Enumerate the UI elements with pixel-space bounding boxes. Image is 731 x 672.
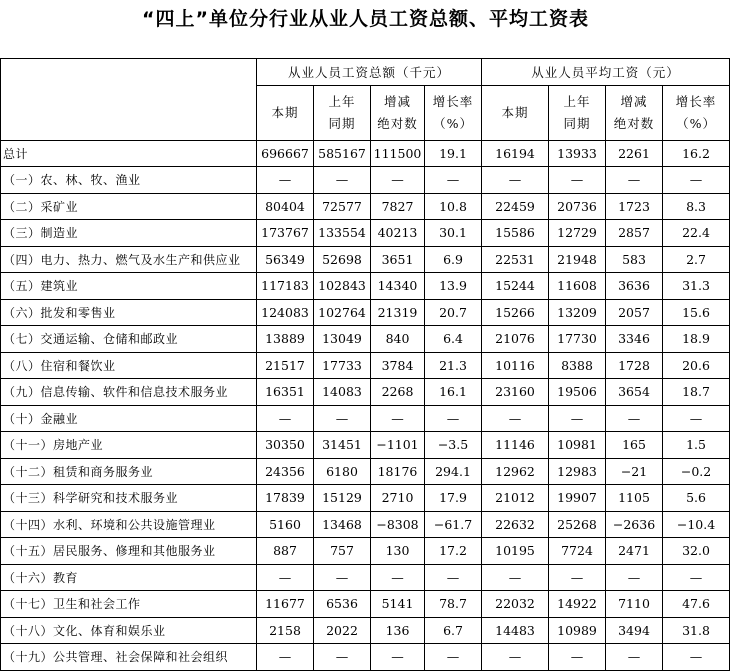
table-row — [1, 564, 730, 591]
value-cell: −2636 — [606, 511, 663, 538]
value-cell: 31451 — [314, 432, 371, 459]
industry-name: （十九）公共管理、社会保障和社会组织 — [1, 644, 257, 671]
value-cell: 16194 — [482, 140, 549, 167]
value-cell: 13049 — [314, 326, 371, 353]
value-cell: −10.4 — [663, 511, 730, 538]
value-cell: — — [371, 405, 425, 432]
value-cell: 25268 — [549, 511, 606, 538]
value-cell: — — [606, 564, 663, 591]
value-cell: 20.7 — [425, 299, 482, 326]
value-cell: — — [257, 644, 314, 671]
value-cell: — — [257, 564, 314, 591]
table-row — [1, 591, 730, 618]
header-growth: 增长率 （%） — [663, 85, 730, 140]
header-prev: 上年 同期 — [549, 85, 606, 140]
value-cell: 117183 — [257, 273, 314, 300]
value-cell: — — [314, 644, 371, 671]
value-cell: 22632 — [482, 511, 549, 538]
value-cell: −3.5 — [425, 432, 482, 459]
value-cell: — — [549, 564, 606, 591]
value-cell: — — [549, 644, 606, 671]
value-cell: 12983 — [549, 458, 606, 485]
header-current: 本期 — [257, 85, 314, 140]
value-cell: — — [371, 644, 425, 671]
value-cell: 6536 — [314, 591, 371, 618]
value-cell: 111500 — [371, 140, 425, 167]
table-row — [1, 485, 730, 512]
value-cell: 3346 — [606, 326, 663, 353]
industry-name: （九）信息传输、软件和信息技术服务业 — [1, 379, 257, 406]
value-cell: — — [425, 167, 482, 194]
value-cell: 80404 — [257, 193, 314, 220]
table-row — [1, 220, 730, 247]
value-cell: 52698 — [314, 246, 371, 273]
value-cell: 124083 — [257, 299, 314, 326]
value-cell: 22032 — [482, 591, 549, 618]
value-cell: 6.4 — [425, 326, 482, 353]
value-cell: −1101 — [371, 432, 425, 459]
value-cell: — — [606, 405, 663, 432]
industry-name: （十七）卫生和社会工作 — [1, 591, 257, 618]
value-cell: 10195 — [482, 538, 549, 565]
value-cell: 19.1 — [425, 140, 482, 167]
value-cell: 165 — [606, 432, 663, 459]
value-cell: — — [482, 644, 549, 671]
value-cell: — — [314, 167, 371, 194]
table-row — [1, 352, 730, 379]
value-cell: 840 — [371, 326, 425, 353]
value-cell: — — [257, 167, 314, 194]
value-cell: 102843 — [314, 273, 371, 300]
value-cell: 2268 — [371, 379, 425, 406]
value-cell: 20.6 — [663, 352, 730, 379]
table-row — [1, 458, 730, 485]
industry-name: （十四）水利、环境和公共设施管理业 — [1, 511, 257, 538]
value-cell: 56349 — [257, 246, 314, 273]
value-cell: 7827 — [371, 193, 425, 220]
value-cell: 31.3 — [663, 273, 730, 300]
value-cell: 16.2 — [663, 140, 730, 167]
value-cell: 8.3 — [663, 193, 730, 220]
value-cell: 1723 — [606, 193, 663, 220]
value-cell: 19907 — [549, 485, 606, 512]
value-cell: 3784 — [371, 352, 425, 379]
industry-name: （十二）租赁和商务服务业 — [1, 458, 257, 485]
value-cell: 15586 — [482, 220, 549, 247]
industry-name: （四）电力、热力、燃气及水生产和供应业 — [1, 246, 257, 273]
value-cell: 1105 — [606, 485, 663, 512]
value-cell: 30.1 — [425, 220, 482, 247]
value-cell: — — [663, 564, 730, 591]
table-row — [1, 246, 730, 273]
value-cell: 32.0 — [663, 538, 730, 565]
industry-name: （三）制造业 — [1, 220, 257, 247]
value-cell: 2857 — [606, 220, 663, 247]
value-cell: — — [606, 644, 663, 671]
value-cell: 2471 — [606, 538, 663, 565]
table-row — [1, 326, 730, 353]
value-cell: 13209 — [549, 299, 606, 326]
table-body — [1, 140, 730, 670]
value-cell: 1728 — [606, 352, 663, 379]
value-cell: 7724 — [549, 538, 606, 565]
value-cell: 2022 — [314, 617, 371, 644]
industry-name: （十一）房地产业 — [1, 432, 257, 459]
value-cell: 13933 — [549, 140, 606, 167]
value-cell: 17.2 — [425, 538, 482, 565]
value-cell: 14340 — [371, 273, 425, 300]
value-cell: 13889 — [257, 326, 314, 353]
value-cell: 16351 — [257, 379, 314, 406]
value-cell: 17.9 — [425, 485, 482, 512]
value-cell: 30350 — [257, 432, 314, 459]
value-cell: — — [314, 405, 371, 432]
table-row — [1, 644, 730, 671]
value-cell: 17733 — [314, 352, 371, 379]
value-cell: — — [482, 564, 549, 591]
value-cell: 2158 — [257, 617, 314, 644]
value-cell: 102764 — [314, 299, 371, 326]
value-cell: 11146 — [482, 432, 549, 459]
value-cell: 8388 — [549, 352, 606, 379]
value-cell: 173767 — [257, 220, 314, 247]
value-cell: 20736 — [549, 193, 606, 220]
value-cell: 10989 — [549, 617, 606, 644]
value-cell: 3494 — [606, 617, 663, 644]
value-cell: −8308 — [371, 511, 425, 538]
header-growth: 增长率 （%） — [425, 85, 482, 140]
value-cell: 11608 — [549, 273, 606, 300]
table-row — [1, 617, 730, 644]
value-cell: 10981 — [549, 432, 606, 459]
value-cell: 2.7 — [663, 246, 730, 273]
value-cell: 14922 — [549, 591, 606, 618]
header-change: 增减 绝对数 — [371, 85, 425, 140]
value-cell: — — [663, 405, 730, 432]
value-cell: 10116 — [482, 352, 549, 379]
value-cell: 18176 — [371, 458, 425, 485]
value-cell: — — [425, 644, 482, 671]
value-cell: 13.9 — [425, 273, 482, 300]
value-cell: 22531 — [482, 246, 549, 273]
value-cell: 130 — [371, 538, 425, 565]
value-cell: 31.8 — [663, 617, 730, 644]
value-cell: 17730 — [549, 326, 606, 353]
value-cell: — — [482, 405, 549, 432]
value-cell: 583 — [606, 246, 663, 273]
value-cell: 21012 — [482, 485, 549, 512]
value-cell: 10.8 — [425, 193, 482, 220]
value-cell: 757 — [314, 538, 371, 565]
industry-name: （八）住宿和餐饮业 — [1, 352, 257, 379]
value-cell: 21948 — [549, 246, 606, 273]
industry-name: （十）金融业 — [1, 405, 257, 432]
value-cell: 21.3 — [425, 352, 482, 379]
value-cell: 12962 — [482, 458, 549, 485]
value-cell: 6180 — [314, 458, 371, 485]
value-cell: — — [314, 564, 371, 591]
value-cell: 14483 — [482, 617, 549, 644]
value-cell: 12729 — [549, 220, 606, 247]
value-cell: 15244 — [482, 273, 549, 300]
value-cell: — — [663, 644, 730, 671]
value-cell: 15266 — [482, 299, 549, 326]
table-row — [1, 538, 730, 565]
table-row — [1, 167, 730, 194]
value-cell: −0.2 — [663, 458, 730, 485]
industry-name: （五）建筑业 — [1, 273, 257, 300]
table-row — [1, 299, 730, 326]
value-cell: 21319 — [371, 299, 425, 326]
value-cell: 6.9 — [425, 246, 482, 273]
value-cell: 23160 — [482, 379, 549, 406]
industry-name: （六）批发和零售业 — [1, 299, 257, 326]
header-change: 增减 绝对数 — [606, 85, 663, 140]
industry-name: （七）交通运输、仓储和邮政业 — [1, 326, 257, 353]
value-cell: 2710 — [371, 485, 425, 512]
value-cell: — — [606, 167, 663, 194]
value-cell: — — [371, 564, 425, 591]
value-cell: 78.7 — [425, 591, 482, 618]
value-cell: 17839 — [257, 485, 314, 512]
value-cell: 21517 — [257, 352, 314, 379]
value-cell: 5160 — [257, 511, 314, 538]
table-row — [1, 193, 730, 220]
value-cell: 294.1 — [425, 458, 482, 485]
header-corner-cell — [1, 59, 257, 141]
value-cell: 18.7 — [663, 379, 730, 406]
header-total-wage: 从业人员工资总额（千元） — [257, 59, 482, 86]
value-cell: −21 — [606, 458, 663, 485]
value-cell: 21076 — [482, 326, 549, 353]
value-cell: 3651 — [371, 246, 425, 273]
industry-name: （十八）文化、体育和娱乐业 — [1, 617, 257, 644]
header-current: 本期 — [482, 85, 549, 140]
industry-name: （十六）教育 — [1, 564, 257, 591]
value-cell: 11677 — [257, 591, 314, 618]
value-cell: — — [549, 167, 606, 194]
value-cell: 5.6 — [663, 485, 730, 512]
value-cell: — — [425, 405, 482, 432]
value-cell: 585167 — [314, 140, 371, 167]
value-cell: — — [371, 167, 425, 194]
industry-name: （十三）科学研究和技术服务业 — [1, 485, 257, 512]
value-cell: 7110 — [606, 591, 663, 618]
table-row — [1, 140, 730, 167]
value-cell: — — [425, 564, 482, 591]
value-cell: — — [257, 405, 314, 432]
value-cell: 15129 — [314, 485, 371, 512]
value-cell: 14083 — [314, 379, 371, 406]
value-cell: 3654 — [606, 379, 663, 406]
table-row — [1, 379, 730, 406]
value-cell: 40213 — [371, 220, 425, 247]
industry-name: （十五）居民服务、修理和其他服务业 — [1, 538, 257, 565]
value-cell: 887 — [257, 538, 314, 565]
value-cell: 22459 — [482, 193, 549, 220]
value-cell: 13468 — [314, 511, 371, 538]
value-cell: 15.6 — [663, 299, 730, 326]
industry-name: （二）采矿业 — [1, 193, 257, 220]
page-title: “四上”单位分行业从业人员工资总额、平均工资表 — [142, 8, 589, 30]
wage-table — [0, 58, 730, 671]
value-cell: 1.5 — [663, 432, 730, 459]
value-cell: 24356 — [257, 458, 314, 485]
industry-name: （一）农、林、牧、渔业 — [1, 167, 257, 194]
value-cell: — — [482, 167, 549, 194]
table-row — [1, 432, 730, 459]
value-cell: 47.6 — [663, 591, 730, 618]
table-row — [1, 405, 730, 432]
value-cell: 72577 — [314, 193, 371, 220]
value-cell: 16.1 — [425, 379, 482, 406]
value-cell: 6.7 — [425, 617, 482, 644]
value-cell: 22.4 — [663, 220, 730, 247]
value-cell: 3636 — [606, 273, 663, 300]
value-cell: 133554 — [314, 220, 371, 247]
industry-name: 总计 — [1, 140, 257, 167]
value-cell: 696667 — [257, 140, 314, 167]
value-cell: — — [663, 167, 730, 194]
header-row-groups — [1, 59, 730, 86]
value-cell: 136 — [371, 617, 425, 644]
header-prev: 上年 同期 — [314, 85, 371, 140]
value-cell: 2057 — [606, 299, 663, 326]
value-cell: — — [549, 405, 606, 432]
value-cell: 18.9 — [663, 326, 730, 353]
table-row — [1, 273, 730, 300]
value-cell: −61.7 — [425, 511, 482, 538]
header-avg-wage: 从业人员平均工资（元） — [482, 59, 730, 86]
value-cell: 5141 — [371, 591, 425, 618]
table-row — [1, 511, 730, 538]
value-cell: 2261 — [606, 140, 663, 167]
value-cell: 19506 — [549, 379, 606, 406]
